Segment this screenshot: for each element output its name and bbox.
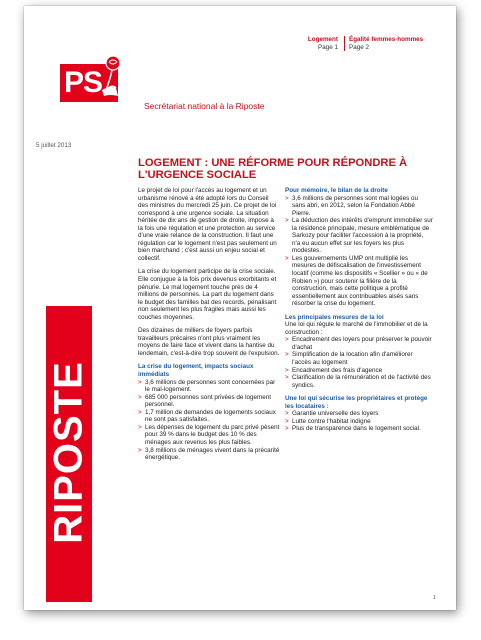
nav-item-logement[interactable] — [292, 36, 338, 51]
document-page — [24, 6, 456, 610]
list-item: > 3,8 millions de ménages vivent dans la précarité énergétique. — [138, 447, 280, 462]
column-left — [138, 187, 280, 468]
page-title: LOGEMENT : UNE RÉFORME POUR RÉPONDRE À L'URGENCE SOCIALE — [138, 157, 408, 182]
publication-date: 5 juillet 2013 — [36, 142, 72, 149]
page-number: 1 — [433, 595, 436, 601]
nav-title: Égalité femmes-hommes — [349, 36, 424, 43]
nav-title: Logement — [307, 36, 338, 43]
secretariat-label: Secrétariat national à la Riposte — [144, 101, 265, 111]
list-item: > 3,6 millions de personnes sont mal logées ou sans abri, en 2012, selon la Fondation Abbé Pierre. — [285, 195, 433, 218]
section-intro: Une loi qui régule le marché de l'immobilier et de la construction : — [285, 321, 428, 336]
list-item: > 3,6 millions de personnes sont concernées par le mal-logement. — [138, 379, 280, 394]
nav-page: Page 1 — [318, 43, 338, 51]
section-title: Les principales mesures de la loi — [285, 313, 384, 321]
ps-logo — [60, 64, 118, 102]
section-title: Pour mémoire, le bilan de la droite — [285, 187, 388, 194]
bullet-list — [285, 195, 433, 308]
logo-text: PS — [64, 66, 103, 99]
section-title: La crise du logement, impacts sociaux immédiats — [138, 363, 254, 379]
riposte-label: RIPOSTE — [46, 361, 91, 544]
nav-item-egalite[interactable] — [344, 36, 439, 51]
list-item: > 685 000 personnes sont privées de logement personnel. — [138, 394, 280, 409]
list-item: > Clarification de la rémunération et de l'activité des syndics. — [285, 374, 433, 389]
list-item: > Les gouvernements UMP ont multiplié les mesures de défiscalisation de l'investissement locatif (comme les dispositifs « Scellier » ou « de Robien ») pour soutenir la filière de la construction, mais cette politique a profité essentiellement aux contribuables aisés sans résorber la crise du logement. — [285, 255, 433, 308]
list-item: > Encadrement des loyers pour préserver le pouvoir d'achat — [285, 336, 433, 351]
bullet-list — [138, 379, 280, 462]
list-item: > La déduction des intérêts d'emprunt immobilier sur la résidence principale, mesure emblématique de Sarkozy pour faciliter l'accession à la propriété, n'a eu aucun effet sur les foyers les plus modestes. — [285, 217, 433, 255]
paragraph: Le projet de loi pour l'accès au logement et un urbanisme rénové a été adopté lors du Conseil des ministres du mercredi 25 juin. Ce projet de loi correspond à une urgence sociale. La situation héritée de dix ans de gestion de droite, impose à la fois une régulation et une protection au service d'une vraie relance de la construction. Il faut une régulation car le logement n'est pas seulement un bien marchand ; c'est aussi un enjeu social et collectif. — [138, 187, 277, 262]
rose-icon — [98, 54, 124, 102]
header-nav — [292, 36, 442, 76]
list-item: > Simplification de la location afin d'améliorer l'accès au logement — [285, 351, 433, 366]
list-item: > Encadrement des frais d'agence — [285, 367, 433, 375]
bullet-list — [285, 336, 433, 389]
riposte-band — [46, 306, 92, 602]
list-item: > 1,7 million de demandes de logements sociaux ne sont pas satisfaites. — [138, 409, 280, 424]
paragraph: Des dizaines de milliers de foyers parfois travailleurs précaires n'ont plus vraiment les moyens de faire face et vivent dans la hantise du lendemain, c'est-à-dire trop souvent de l'expulsion. — [138, 327, 280, 357]
bullet-list — [285, 410, 433, 433]
column-right — [285, 187, 433, 439]
paragraph: La crise du logement participe de la crise sociale. Elle conjugue à la fois prix devenus exorbitants et pénurie. Le mal logement touche près de 4 millions de personnes. La part du logement dans le budget des familles bat des records, pénalisant non seulement les plus fragiles mais aussi les couches moyennes. — [138, 268, 277, 321]
nav-page: Page 2 — [349, 43, 369, 51]
section-title: Une loi qui sécurise les propriétaires et protège les locataires : — [285, 395, 428, 410]
list-item: > Les dépenses de logement du parc privé pèsent pour 39 % dans le budget des 10 % des ménages aux revenus les plus faibles. — [138, 424, 280, 447]
list-item: > Garantie universelle des loyers — [285, 410, 433, 418]
list-item: > Lutte contre l'habitat indigne — [285, 418, 433, 426]
list-item: > Plus de transparence dans le logement social. — [285, 425, 433, 433]
